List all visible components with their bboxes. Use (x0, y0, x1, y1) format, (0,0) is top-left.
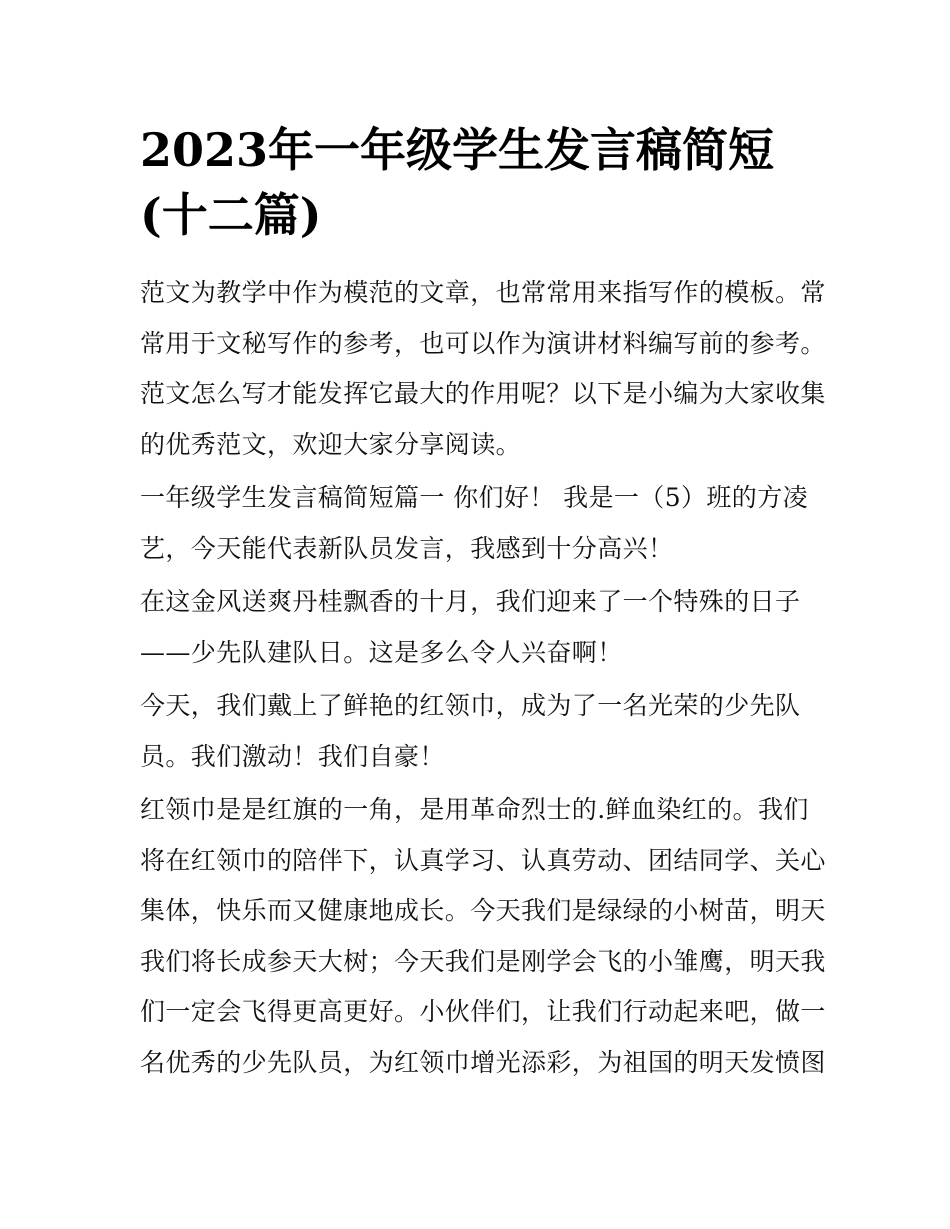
text-line: 集体，快乐而又健康地成长。今天我们是绿绿的小树苗，明天 (140, 896, 826, 925)
document-title (140, 118, 820, 248)
title-line-2: (十二篇) (140, 188, 322, 242)
document-content (140, 118, 826, 1091)
paragraph-speech-opening (140, 473, 820, 574)
text-line: 红领巾是是红旗的一角，是用革命烈士的.鲜血染红的。我们 (140, 795, 809, 824)
paragraph-red-scarf (140, 681, 820, 782)
text-line: ——少先队建队日。这是多么令人兴奋啊！ (140, 637, 623, 667)
text-line: 们一定会飞得更高更好。小伙伴们，让我们行动起来吧，做一 (140, 997, 826, 1026)
paragraph-growth (140, 785, 826, 1088)
text-line: 在这金风送爽丹桂飘香的十月，我们迎来了一个特殊的日子 (140, 587, 801, 616)
text-line: 将在红领巾的陪伴下，认真学习、认真劳动、团结同学、关心 (140, 845, 826, 875)
paragraph-intro (140, 268, 826, 470)
text-line: 今天，我们戴上了鲜艳的红领巾，成为了一名光荣的少先队 (140, 691, 801, 720)
text-line: 艺，今天能代表新队员发言，我感到十分高兴！ (140, 533, 674, 563)
text-line: 常用于文秘写作的参考，也可以作为演讲材料编写前的参考。 (140, 328, 826, 358)
document-body (140, 268, 826, 1088)
text-line: 的优秀范文，欢迎大家分享阅读。 (140, 429, 522, 459)
text-line: 范文为教学中作为模范的文章，也常常用来指写作的模板。常 (140, 278, 826, 307)
text-line: 一年级学生发言稿简短篇一 你们好！ 我是一（5）班的方凌 (140, 483, 809, 512)
text-line: 我们将长成参天大树；今天我们是刚学会飞的小雏鹰，明天我 (140, 946, 826, 976)
text-line: 名优秀的少先队员，为红领巾增光添彩，为祖国的明天发愤图 (140, 1047, 826, 1077)
title-line-1: 2023年一年级学生发言稿简短 (140, 123, 775, 177)
text-line: 员。我们激动！我们自豪！ (140, 741, 445, 771)
text-line: 范文怎么写才能发挥它最大的作用呢？以下是小编为大家收集 (140, 379, 826, 408)
paragraph-founding-day (140, 577, 820, 678)
